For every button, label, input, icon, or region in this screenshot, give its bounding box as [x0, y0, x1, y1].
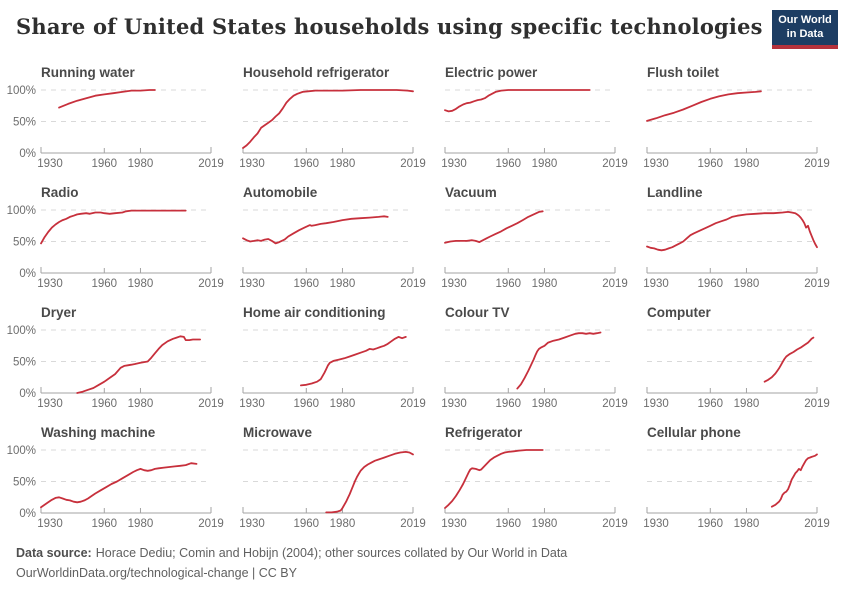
x-tick-label: 1960 — [697, 278, 724, 290]
y-tick-label: 50% — [12, 236, 36, 249]
chart-title: Household refrigerator — [243, 65, 390, 80]
owid-logo-line2: in Data — [786, 27, 824, 40]
chart-computer — [620, 300, 830, 420]
x-tick-label: 1980 — [329, 398, 356, 410]
chart-title: Refrigerator — [445, 425, 523, 440]
x-tick-label: 1930 — [239, 278, 265, 290]
x-tick-label: 1930 — [441, 518, 467, 530]
chart-canvas — [418, 420, 628, 540]
x-tick-label: 2019 — [400, 398, 426, 410]
data-line — [59, 90, 155, 108]
header — [16, 10, 838, 49]
x-tick-label: 1930 — [643, 518, 669, 530]
x-tick-label: 1980 — [531, 398, 558, 410]
x-tick-label: 1960 — [293, 398, 320, 410]
x-tick-label: 2019 — [602, 158, 628, 170]
chart-canvas — [6, 300, 224, 420]
x-tick-label: 1980 — [733, 278, 760, 290]
chart-title: Cellular phone — [647, 425, 741, 440]
y-tick-label: 0% — [19, 388, 36, 400]
x-tick-label: 1960 — [495, 398, 522, 410]
chart-canvas — [620, 60, 830, 180]
chart-dryer — [6, 300, 224, 420]
x-tick-label: 1930 — [37, 158, 63, 170]
x-tick-label: 1930 — [239, 158, 265, 170]
chart-title: Dryer — [41, 305, 77, 320]
x-tick-label: 1980 — [329, 278, 356, 290]
y-tick-label: 0% — [19, 148, 36, 160]
chart-home-air-conditioning — [216, 300, 426, 420]
x-tick-label: 1930 — [37, 278, 63, 290]
x-tick-label: 1980 — [733, 398, 760, 410]
x-tick-label: 1980 — [531, 278, 558, 290]
x-tick-label: 1980 — [127, 398, 154, 410]
x-tick-label: 2019 — [198, 518, 224, 530]
data-line — [41, 211, 186, 244]
chart-title: Running water — [41, 65, 135, 80]
chart-title: Microwave — [243, 425, 313, 440]
y-tick-label: 50% — [12, 476, 36, 489]
y-tick-label: 50% — [12, 116, 36, 129]
chart-canvas — [6, 60, 224, 180]
y-tick-label: 100% — [6, 325, 36, 337]
chart-canvas — [216, 60, 426, 180]
chart-title: Landline — [647, 185, 703, 200]
x-tick-label: 2019 — [198, 158, 224, 170]
x-tick-label: 2019 — [602, 278, 628, 290]
chart-landline — [620, 180, 830, 300]
license-line: OurWorldinData.org/technological-change | CC BY — [16, 566, 297, 581]
x-tick-label: 1980 — [531, 518, 558, 530]
y-tick-label: 100% — [6, 445, 36, 457]
data-line — [445, 211, 543, 243]
x-tick-label: 2019 — [400, 518, 426, 530]
x-tick-label: 1980 — [329, 518, 356, 530]
chart-canvas — [418, 180, 628, 300]
data-line — [765, 338, 814, 382]
data-line — [517, 333, 600, 389]
chart-title: Home air conditioning — [243, 305, 386, 320]
x-tick-label: 2019 — [804, 158, 830, 170]
data-line — [647, 212, 817, 250]
data-line — [772, 454, 817, 506]
owid-logo-line1: Our World — [778, 14, 832, 27]
x-tick-label: 1980 — [127, 158, 154, 170]
chart-canvas — [418, 60, 628, 180]
data-source-text: Horace Dediu; Comin and Hobijn (2004); other sources collated by Our World in Data — [95, 545, 568, 560]
chart-canvas — [6, 180, 224, 300]
chart-canvas — [620, 300, 830, 420]
x-tick-label: 1930 — [441, 278, 467, 290]
x-tick-label: 1960 — [697, 158, 724, 170]
x-tick-label: 2019 — [804, 518, 830, 530]
x-tick-label: 1930 — [643, 398, 669, 410]
x-tick-label: 1960 — [91, 158, 118, 170]
x-tick-label: 1960 — [495, 278, 522, 290]
charts-grid — [6, 60, 830, 540]
x-tick-label: 1960 — [293, 158, 320, 170]
chart-title: Colour TV — [445, 305, 510, 320]
footer — [16, 543, 567, 584]
x-tick-label: 1960 — [697, 398, 724, 410]
data-line — [445, 450, 543, 508]
data-line — [77, 336, 200, 393]
chart-title: Automobile — [243, 185, 318, 200]
chart-microwave — [216, 420, 426, 540]
chart-electric-power — [418, 60, 628, 180]
x-tick-label: 1960 — [495, 158, 522, 170]
x-tick-label: 1980 — [531, 158, 558, 170]
x-tick-label: 1960 — [697, 518, 724, 530]
y-tick-label: 0% — [19, 268, 36, 280]
chart-canvas — [6, 420, 224, 540]
chart-canvas — [216, 300, 426, 420]
chart-vacuum — [418, 180, 628, 300]
x-tick-label: 2019 — [198, 278, 224, 290]
chart-refrigerator — [418, 420, 628, 540]
x-tick-label: 1960 — [91, 398, 118, 410]
chart-canvas — [620, 180, 830, 300]
x-tick-label: 1980 — [127, 278, 154, 290]
x-tick-label: 2019 — [602, 518, 628, 530]
page-title: Share of United States households using specific technologies — [16, 14, 763, 39]
chart-title: Radio — [41, 185, 79, 200]
x-tick-label: 1960 — [495, 518, 522, 530]
x-tick-label: 1930 — [239, 398, 265, 410]
x-tick-label: 1960 — [293, 518, 320, 530]
x-tick-label: 2019 — [400, 278, 426, 290]
chart-running-water — [6, 60, 224, 180]
x-tick-label: 2019 — [804, 278, 830, 290]
x-tick-label: 1930 — [37, 518, 63, 530]
chart-title: Vacuum — [445, 185, 497, 200]
x-tick-label: 1930 — [643, 158, 669, 170]
chart-canvas — [216, 180, 426, 300]
data-source-label: Data source: — [16, 545, 92, 560]
x-tick-label: 1960 — [293, 278, 320, 290]
owid-logo — [772, 10, 838, 49]
x-tick-label: 1960 — [91, 278, 118, 290]
x-tick-label: 1930 — [643, 278, 669, 290]
x-tick-label: 2019 — [602, 398, 628, 410]
chart-household-refrigerator — [216, 60, 426, 180]
x-tick-label: 2019 — [804, 398, 830, 410]
x-tick-label: 2019 — [198, 398, 224, 410]
chart-title: Computer — [647, 305, 711, 320]
x-tick-label: 1930 — [239, 518, 265, 530]
data-source-line — [16, 543, 567, 564]
x-tick-label: 1930 — [441, 398, 467, 410]
x-tick-label: 1930 — [441, 158, 467, 170]
chart-canvas — [620, 420, 830, 540]
data-line — [243, 216, 388, 243]
data-line — [647, 91, 761, 121]
chart-canvas — [418, 300, 628, 420]
chart-flush-toilet — [620, 60, 830, 180]
y-tick-label: 0% — [19, 508, 36, 520]
data-line — [445, 90, 590, 111]
chart-washing-machine — [6, 420, 224, 540]
x-tick-label: 1980 — [127, 518, 154, 530]
chart-automobile — [216, 180, 426, 300]
x-tick-label: 2019 — [400, 158, 426, 170]
y-tick-label: 50% — [12, 356, 36, 369]
chart-title: Washing machine — [41, 425, 156, 440]
data-line — [41, 463, 197, 507]
x-tick-label: 1960 — [91, 518, 118, 530]
y-tick-label: 100% — [6, 205, 36, 217]
chart-colour-tv — [418, 300, 628, 420]
chart-cellular-phone — [620, 420, 830, 540]
data-line — [326, 452, 413, 513]
x-tick-label: 1980 — [733, 158, 760, 170]
data-line — [243, 90, 413, 148]
x-tick-label: 1930 — [37, 398, 63, 410]
x-tick-label: 1980 — [733, 518, 760, 530]
chart-title: Electric power — [445, 65, 538, 80]
x-tick-label: 1980 — [329, 158, 356, 170]
chart-title: Flush toilet — [647, 65, 719, 80]
chart-radio — [6, 180, 224, 300]
y-tick-label: 100% — [6, 85, 36, 97]
chart-canvas — [216, 420, 426, 540]
